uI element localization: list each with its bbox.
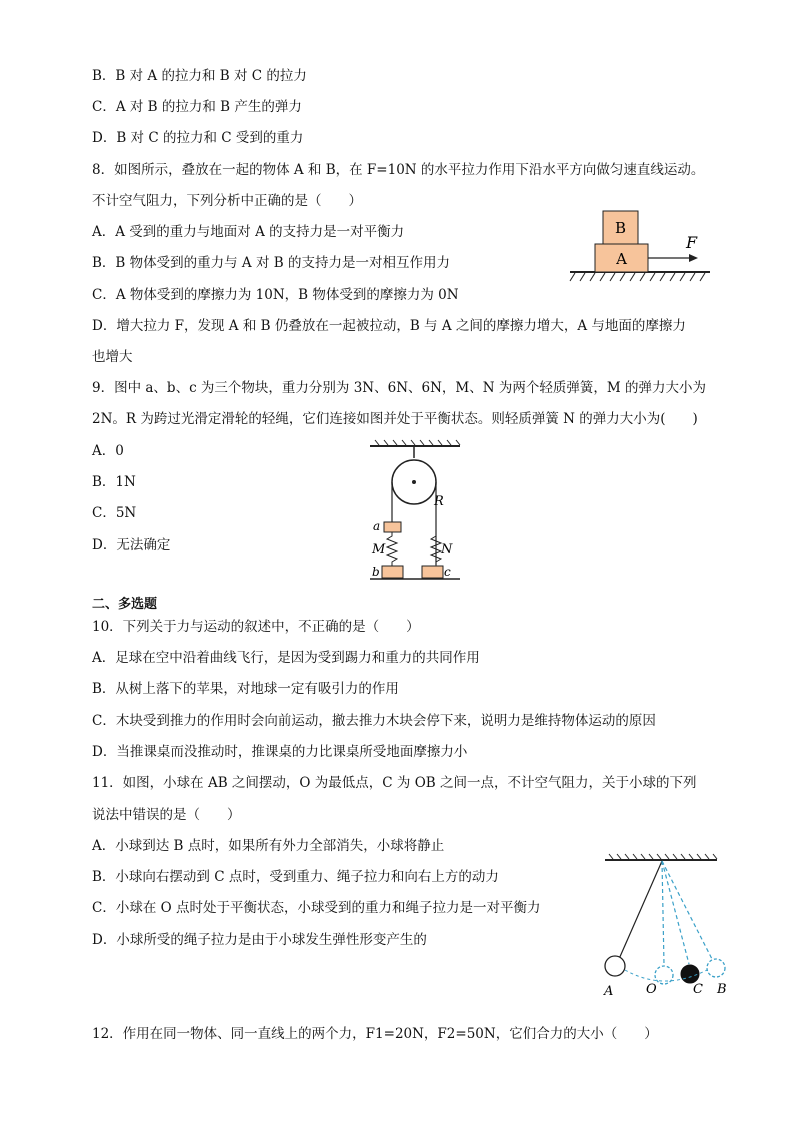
q9-stem-line1: 9．图中 a、b、c 为三个物块，重力分别为 3N、6N、6N，M、N 为两个轻质弹簧，M 的弹力大小为: [92, 380, 706, 396]
rope-label-r: R: [434, 494, 444, 509]
q9-option-b: B．1N: [92, 474, 136, 490]
q10-option-c: C．木块受到推力的作用时会向前运动，撤去推力木块会停下来，说明力是维持物体运动的原因: [92, 713, 656, 729]
q11-option-d: D．小球所受的绳子拉力是由于小球发生弹性形变产生的: [92, 932, 427, 948]
block-a-label: A: [616, 250, 627, 268]
q9-option-a: A．0: [92, 443, 124, 459]
q7-option-c: C．A 对 B 的拉力和 B 产生的弹力: [92, 99, 302, 115]
q11-option-c: C．小球在 O 点时处于平衡状态，小球受到的重力和绳子拉力是一对平衡力: [92, 900, 541, 916]
q10-option-d: D．当推课桌而没推动时，推课桌的力比课桌所受地面摩擦力小: [92, 744, 468, 760]
force-label: F: [686, 233, 698, 252]
q10-option-b: B．从树上落下的苹果，对地球一定有吸引力的作用: [92, 681, 399, 697]
q9-figure-pulley-springs: [360, 440, 470, 590]
string-b: [662, 861, 712, 959]
section-heading: 二、多选题: [92, 597, 158, 612]
q8-option-d-line2: 也增大: [92, 349, 133, 365]
block-b-label: B: [614, 219, 627, 237]
q10-stem: 10．下列关于力与运动的叙述中，不正确的是（ ）: [92, 619, 420, 635]
ball-b: [707, 959, 725, 977]
q9-option-d: D．无法确定: [92, 537, 171, 553]
ball-o: [655, 966, 673, 984]
ball-a: [605, 956, 625, 976]
block-a-label: a: [373, 519, 381, 533]
spring-m-label: M: [372, 542, 386, 557]
string-o: [662, 861, 664, 965]
block-b-small: [382, 566, 403, 578]
q8-stem-line1: 8．如图所示，叠放在一起的物体 A 和 B，在 F=10N 的水平拉力作用下沿水平方向做匀速直线运动。: [92, 162, 705, 178]
block-b-label: b: [372, 565, 380, 579]
point-o-label: O: [646, 982, 657, 997]
ball-c: [681, 965, 699, 983]
block-c-label: c: [444, 565, 451, 579]
q12-stem: 12．作用在同一物体、同一直线上的两个力，F1=20N，F2=50N，它们合力的大小（ ）: [92, 1026, 658, 1042]
q8-option-d-line1: D．增大拉力 F，发现 A 和 B 仍叠放在一起被拉动，B 与 A 之间的摩擦力增大，A 与地面的摩擦力: [92, 318, 686, 334]
q10-option-a: A．足球在空中沿着曲线飞行，是因为受到踢力和重力的共同作用: [92, 650, 480, 666]
q7-option-d: D．B 对 C 的拉力和 C 受到的重力: [92, 130, 304, 146]
q8-option-a: A．A 受到的重力与地面对 A 的支持力是一对平衡力: [92, 224, 405, 240]
q8-option-b: B．B 物体受到的重力与 A 对 B 的支持力是一对相互作用力: [92, 255, 450, 271]
point-b-label: B: [717, 982, 727, 997]
point-c-label: C: [693, 982, 703, 997]
q9-option-c: C．5N: [92, 505, 137, 521]
q11-option-a: A．小球到达 B 点时，如果所有外力全部消失，小球将静止: [92, 838, 445, 854]
block-c-small: [422, 566, 443, 578]
q11-figure-pendulum: [595, 852, 735, 1002]
q8-option-c: C．A 物体受到的摩擦力为 10N，B 物体受到的摩擦力为 0N: [92, 287, 459, 303]
q11-stem-line1: 11．如图，小球在 AB 之间摆动，O 为最低点，C 为 OB 之间一点，不计空气阻力，关于小球的下列: [92, 775, 697, 791]
spring-m: [387, 532, 397, 566]
q11-stem-line2: 说法中错误的是（ ）: [92, 807, 241, 823]
q9-stem-line2: 2N。R 为跨过光滑定滑轮的轻绳，它们连接如图并处于平衡状态。则轻质弹簧 N 的弹力大小为( ): [92, 411, 698, 427]
q8-stem-line2: 不计空气阻力，下列分析中正确的是（ ）: [92, 193, 362, 209]
force-arrow-icon: [689, 254, 698, 262]
q11-option-b: B．小球向右摆动到 C 点时，受到重力、绳子拉力和向右上方的动力: [92, 869, 499, 885]
spring-n-label: N: [441, 542, 453, 557]
q8-figure-stacked-blocks: [565, 206, 715, 286]
q7-option-b: B．B 对 A 的拉力和 B 对 C 的拉力: [92, 68, 307, 84]
block-a-small: [384, 522, 401, 532]
string-a: [619, 861, 662, 959]
string-c: [662, 861, 689, 964]
point-a-label: A: [604, 984, 614, 999]
